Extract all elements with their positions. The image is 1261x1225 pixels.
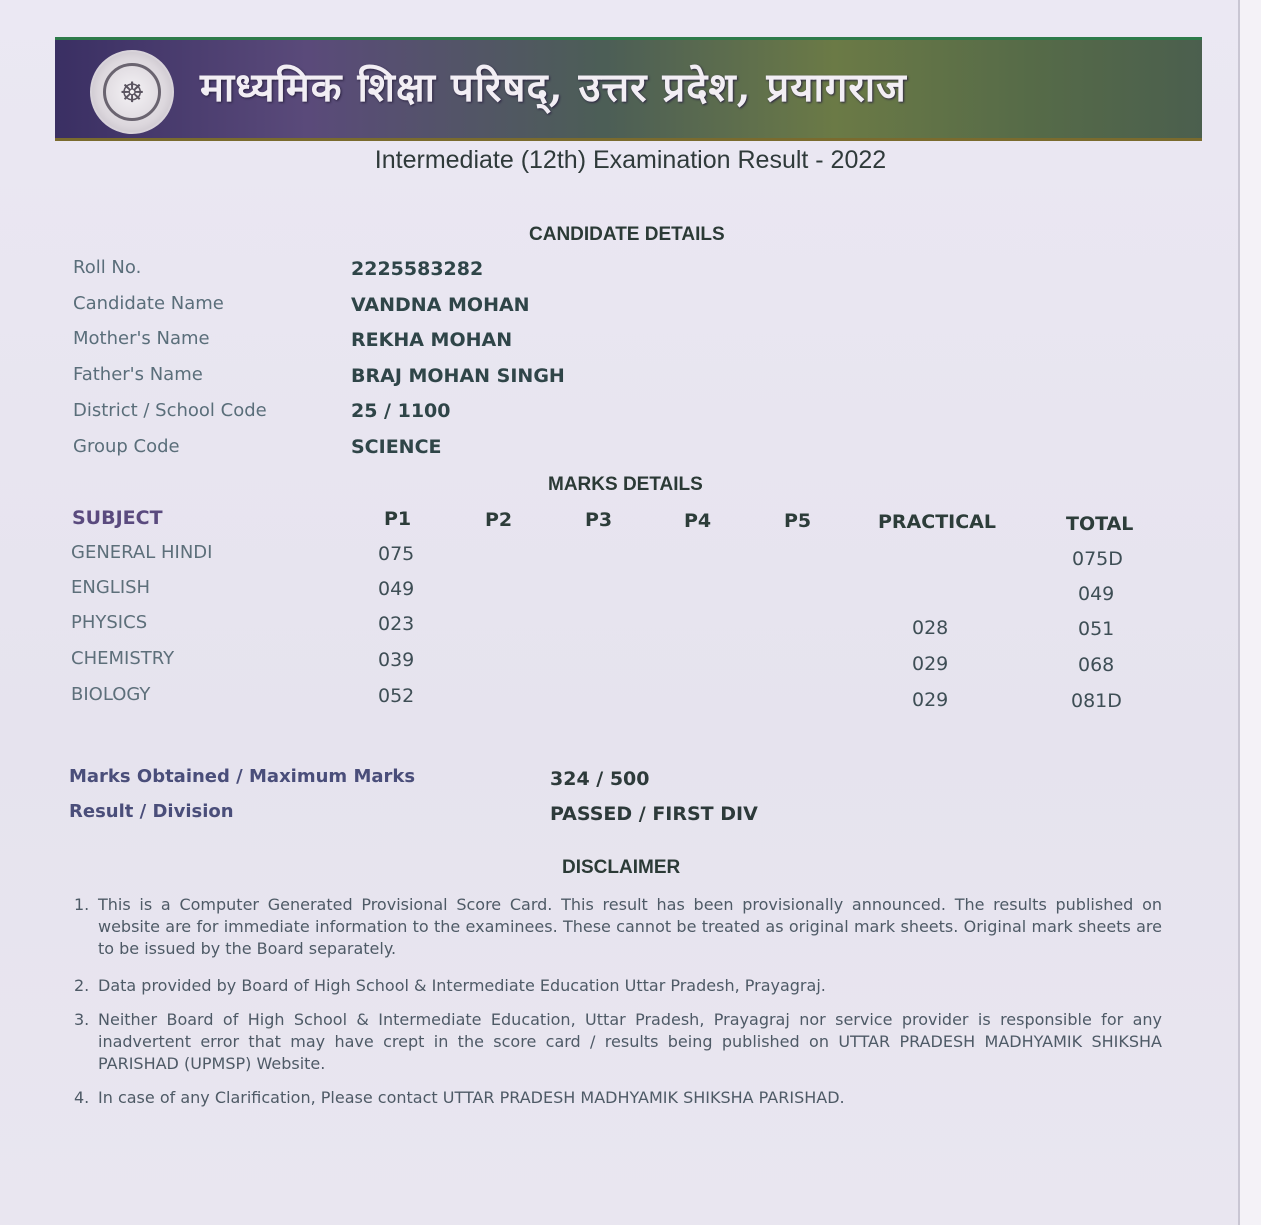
table-row-total: 075D: [1072, 548, 1123, 570]
up-government-emblem-icon: ☸: [90, 50, 174, 134]
column-header-practical: PRACTICAL: [878, 511, 996, 533]
father-name-value: BRAJ MOHAN SINGH: [351, 365, 565, 387]
roll-no-value: 2225583282: [351, 258, 484, 280]
disclaimer-item: [74, 894, 1162, 960]
table-row-subject: BIOLOGY: [71, 684, 151, 705]
group-code-label: Group Code: [73, 436, 180, 457]
board-name: माध्यमिक शिक्षा परिषद्, उत्तर प्रदेश, प्रयागराज: [200, 64, 907, 111]
disclaimer-heading: DISCLAIMER: [562, 857, 681, 878]
disclaimer-item-text: In case of any Clarification, Please contact UTTAR PRADESH MADHYAMIK SHIKSHA PARISHAD.: [98, 1088, 845, 1107]
table-row-practical: 028: [912, 617, 949, 639]
table-row-subject: GENERAL HINDI: [71, 542, 213, 563]
column-header-p2: P2: [485, 509, 513, 531]
candidate-details-heading: CANDIDATE DETAILS: [529, 224, 725, 245]
district-school-code-label: District / School Code: [73, 400, 267, 421]
table-row-subject: PHYSICS: [71, 612, 148, 633]
marks-obtained-label: Marks Obtained / Maximum Marks: [69, 766, 416, 787]
disclaimer-item: [74, 1009, 1162, 1075]
marks-obtained-value: 324 / 500: [550, 768, 650, 790]
father-name-label: Father's Name: [73, 364, 203, 385]
board-banner: [55, 37, 1202, 141]
disclaimer-item-text: Neither Board of High School & Intermediate Education, Uttar Pradesh, Prayagraj nor service provider is responsible for any inadvertent error that may have crept in the score card / results being published on UTTAR PRADESH MADHYAMIK SHIKSHA PARISHAD (UPMSP) Website.: [98, 1010, 1162, 1073]
column-header-p1: P1: [384, 508, 412, 530]
table-row-total: 049: [1078, 583, 1115, 605]
table-row-total: 068: [1078, 654, 1115, 676]
column-header-total: TOTAL: [1066, 513, 1134, 535]
disclaimer-item-number: 4.: [74, 1088, 90, 1107]
disclaimer-item: [74, 1087, 1162, 1109]
table-row-p1: 075: [378, 543, 415, 565]
result-division-label: Result / Division: [69, 801, 234, 822]
column-header-p5: P5: [784, 510, 812, 532]
column-header-p3: P3: [585, 509, 613, 531]
disclaimer-item-number: 2.: [74, 976, 90, 995]
district-school-code-value: 25 / 1100: [351, 400, 451, 422]
disclaimer-item-number: 1.: [74, 895, 90, 914]
marks-details-heading: MARKS DETAILS: [548, 474, 703, 495]
paper-edge: [1238, 0, 1261, 1225]
table-row-practical: 029: [912, 689, 949, 711]
mother-name-value: REKHA MOHAN: [351, 329, 513, 351]
table-row-subject: CHEMISTRY: [71, 648, 175, 669]
disclaimer-item-text: Data provided by Board of High School & Intermediate Education Uttar Pradesh, Prayagraj.: [98, 976, 826, 995]
disclaimer-item-text: This is a Computer Generated Provisional Score Card. This result has been provisionally announced. The results published on website are for immediate information to the examinees. These cannot be treated as original mark sheets. Original mark sheets are to be issued by the Board separately.: [98, 895, 1162, 958]
result-division-value: PASSED / FIRST DIV: [550, 803, 758, 825]
roll-no-label: Roll No.: [73, 257, 142, 278]
table-row-total: 051: [1078, 618, 1115, 640]
mother-name-label: Mother's Name: [73, 328, 210, 349]
table-row-p1: 049: [378, 578, 415, 600]
candidate-name-value: VANDNA MOHAN: [351, 294, 530, 316]
column-header-p4: P4: [684, 510, 712, 532]
table-row-subject: ENGLISH: [71, 577, 151, 598]
disclaimer-item-number: 3.: [74, 1010, 90, 1029]
table-row-p1: 023: [378, 613, 415, 635]
column-header-subject: SUBJECT: [72, 507, 163, 529]
candidate-name-label: Candidate Name: [73, 293, 224, 314]
table-row-total: 081D: [1071, 690, 1122, 712]
exam-title: Intermediate (12th) Examination Result - 2022: [374, 146, 887, 174]
group-code-value: SCIENCE: [351, 436, 442, 458]
disclaimer-item: [74, 975, 1162, 997]
table-row-p1: 039: [378, 649, 415, 671]
table-row-p1: 052: [378, 685, 415, 707]
table-row-practical: 029: [912, 653, 949, 675]
